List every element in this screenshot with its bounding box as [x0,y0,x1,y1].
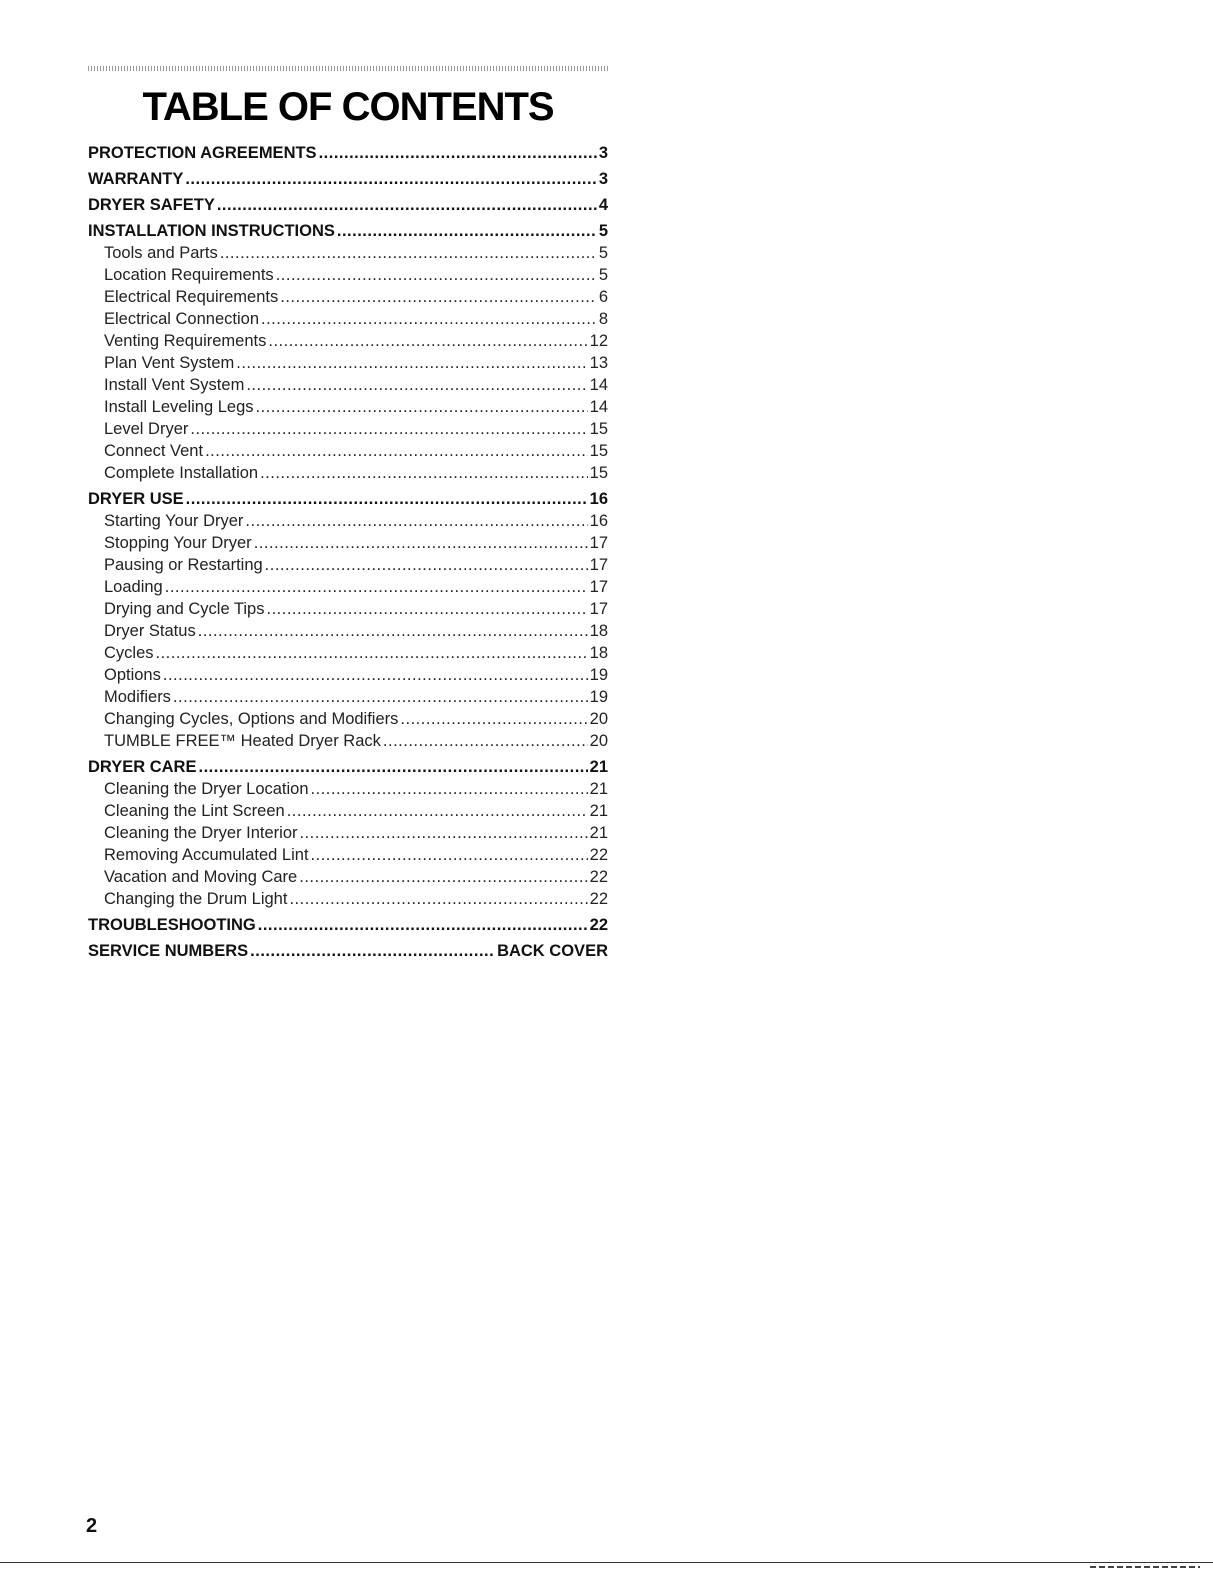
toc-entry-page: 19 [589,666,608,684]
toc-entry-label: Level Dryer [104,420,189,438]
dot-leader [383,730,588,752]
dot-leader [186,488,588,510]
table-of-contents-list [88,142,608,962]
toc-entry-label: SERVICE NUMBERS [88,942,249,960]
toc-subsection-entry[interactable] [88,418,608,440]
toc-entry-label: Stopping Your Dryer [104,534,252,552]
toc-entry-label: Connect Vent [104,442,204,460]
dot-leader [254,532,588,554]
toc-subsection-entry[interactable] [88,396,608,418]
toc-section-entry[interactable] [88,488,608,510]
toc-entry-label: Loading [104,578,163,596]
toc-entry-page: 5 [598,266,608,284]
toc-entry-label: DRYER SAFETY [88,196,215,214]
toc-entry-page: 3 [598,170,608,188]
dot-leader [250,940,495,962]
toc-entry-label: Changing Cycles, Options and Modifiers [104,710,399,728]
dot-leader [280,286,597,308]
dot-leader [265,554,588,576]
toc-entry-label: TROUBLESHOOTING [88,916,256,934]
dot-leader [289,888,587,910]
toc-entry-label: Cleaning the Dryer Interior [104,824,298,842]
toc-entry-page: BACK COVER [497,942,608,960]
dot-leader [258,914,588,936]
dot-leader [400,708,587,730]
toc-entry-page: 14 [589,398,608,416]
toc-section-entry[interactable] [88,940,608,962]
toc-entry-label: Install Leveling Legs [104,398,254,416]
toc-section-entry[interactable] [88,194,608,216]
dot-leader [311,844,588,866]
page-number: 2 [86,1515,98,1537]
dot-leader [261,308,597,330]
dot-leader [156,642,588,664]
dot-leader [236,352,587,374]
toc-entry-page: 15 [589,464,608,482]
toc-entry-label: DRYER USE [88,490,184,508]
dot-leader [220,242,597,264]
page-title: TABLE OF CONTENTS [142,85,554,129]
toc-entry-page: 16 [589,490,608,508]
toc-entry-label: WARRANTY [88,170,184,188]
dot-leader [276,264,597,286]
dot-leader [185,168,596,190]
dot-leader [165,576,588,598]
toc-subsection-entry[interactable] [88,308,608,330]
toc-entry-page: 5 [598,244,608,262]
toc-entry-label: TUMBLE FREE™ Heated Dryer Rack [104,732,381,750]
toc-subsection-entry[interactable] [88,352,608,374]
dot-leader [256,396,588,418]
toc-entry-label: Install Vent System [104,376,245,394]
toc-entry-page: 22 [589,890,608,908]
toc-subsection-entry[interactable] [88,330,608,352]
toc-entry-page: 12 [589,332,608,350]
dot-leader [319,142,597,164]
dot-leader [217,194,597,216]
dot-leader [300,822,588,844]
toc-entry-label: Cleaning the Dryer Location [104,780,309,798]
toc-entry-page: 3 [598,144,608,162]
toc-subsection-entry[interactable] [88,888,608,910]
toc-entry-label: Starting Your Dryer [104,512,244,530]
toc-entry-label: Electrical Connection [104,310,259,328]
dot-leader [198,620,588,642]
toc-section-entry[interactable] [88,914,608,936]
toc-entry-label: Options [104,666,161,684]
toc-subsection-entry[interactable] [88,462,608,484]
toc-entry-page: 18 [589,644,608,662]
toc-entry-page: 14 [589,376,608,394]
toc-subsection-entry[interactable] [88,866,608,888]
toc-subsection-entry[interactable] [88,686,608,708]
toc-entry-page: 21 [589,758,608,776]
toc-entry-label: Modifiers [104,688,171,706]
toc-entry-label: INSTALLATION INSTRUCTIONS [88,222,335,240]
toc-subsection-entry[interactable] [88,664,608,686]
toc-entry-label: Cleaning the Lint Screen [104,802,285,820]
toc-subsection-entry[interactable] [88,532,608,554]
toc-entry-label: Electrical Requirements [104,288,279,306]
toc-subsection-entry[interactable] [88,800,608,822]
toc-subsection-entry[interactable] [88,642,608,664]
toc-subsection-entry[interactable] [88,708,608,730]
toc-entry-page: 6 [598,288,608,306]
dot-leader [163,664,588,686]
toc-entry-label: Tools and Parts [104,244,218,262]
dot-leader [260,462,588,484]
toc-subsection-entry[interactable] [88,264,608,286]
toc-subsection-entry[interactable] [88,554,608,576]
toc-subsection-entry[interactable] [88,844,608,866]
toc-entry-label: Removing Accumulated Lint [104,846,309,864]
toc-entry-page: 22 [589,868,608,886]
toc-entry-label: Plan Vent System [104,354,235,372]
toc-entry-page: 22 [589,846,608,864]
toc-subsection-entry[interactable] [88,286,608,308]
dot-leader [287,800,588,822]
toc-entry-page: 20 [589,710,608,728]
toc-entry-page: 13 [589,354,608,372]
toc-section-entry[interactable] [88,756,608,778]
toc-subsection-entry[interactable] [88,576,608,598]
toc-section-entry[interactable] [88,142,608,164]
toc-entry-page: 19 [589,688,608,706]
dot-leader [245,510,587,532]
toc-entry-label: Changing the Drum Light [104,890,288,908]
toc-entry-page: 20 [589,732,608,750]
toc-entry-page: 17 [589,534,608,552]
toc-entry-page: 21 [589,802,608,820]
toc-subsection-entry[interactable] [88,374,608,396]
toc-subsection-entry[interactable] [88,598,608,620]
toc-subsection-entry[interactable] [88,510,608,532]
toc-entry-page: 21 [589,780,608,798]
bottom-rule [0,1562,1213,1563]
toc-entry-page: 4 [598,196,608,214]
toc-entry-label: Complete Installation [104,464,259,482]
toc-entry-page: 17 [589,600,608,618]
top-decorative-rule [88,66,608,71]
toc-entry-label: Drying and Cycle Tips [104,600,265,618]
dot-leader [299,866,587,888]
dot-leader [266,598,587,620]
dot-leader [205,440,588,462]
toc-entry-label: Pausing or Restarting [104,556,263,574]
toc-entry-page: 15 [589,442,608,460]
toc-subsection-entry[interactable] [88,822,608,844]
dot-leader [246,374,587,396]
toc-entry-page: 18 [589,622,608,640]
toc-entry-label: Vacation and Moving Care [104,868,298,886]
dot-leader [311,778,588,800]
toc-subsection-entry[interactable] [88,620,608,642]
toc-entry-label: Venting Requirements [104,332,267,350]
toc-entry-page: 5 [598,222,608,240]
toc-entry-page: 17 [589,578,608,596]
toc-entry-label: DRYER CARE [88,758,197,776]
toc-entry-page: 16 [589,512,608,530]
toc-subsection-entry[interactable] [88,242,608,264]
toc-entry-label: PROTECTION AGREEMENTS [88,144,317,162]
toc-entry-page: 21 [589,824,608,842]
toc-entry-page: 17 [589,556,608,574]
toc-entry-page: 15 [589,420,608,438]
toc-subsection-entry[interactable] [88,778,608,800]
toc-section-entry[interactable] [88,168,608,190]
toc-entry-page: 22 [589,916,608,934]
dot-leader [190,418,587,440]
toc-entry-page: 8 [598,310,608,328]
dot-leader [173,686,588,708]
dot-leader [198,756,587,778]
toc-section-entry[interactable] [88,220,608,242]
dot-leader [337,220,597,242]
dot-leader [268,330,587,352]
bottom-dashed-rule [1090,1566,1200,1568]
toc-entry-label: Dryer Status [104,622,196,640]
toc-entry-label: Cycles [104,644,154,662]
toc-subsection-entry[interactable] [88,440,608,462]
toc-entry-label: Location Requirements [104,266,274,284]
toc-subsection-entry[interactable] [88,730,608,752]
